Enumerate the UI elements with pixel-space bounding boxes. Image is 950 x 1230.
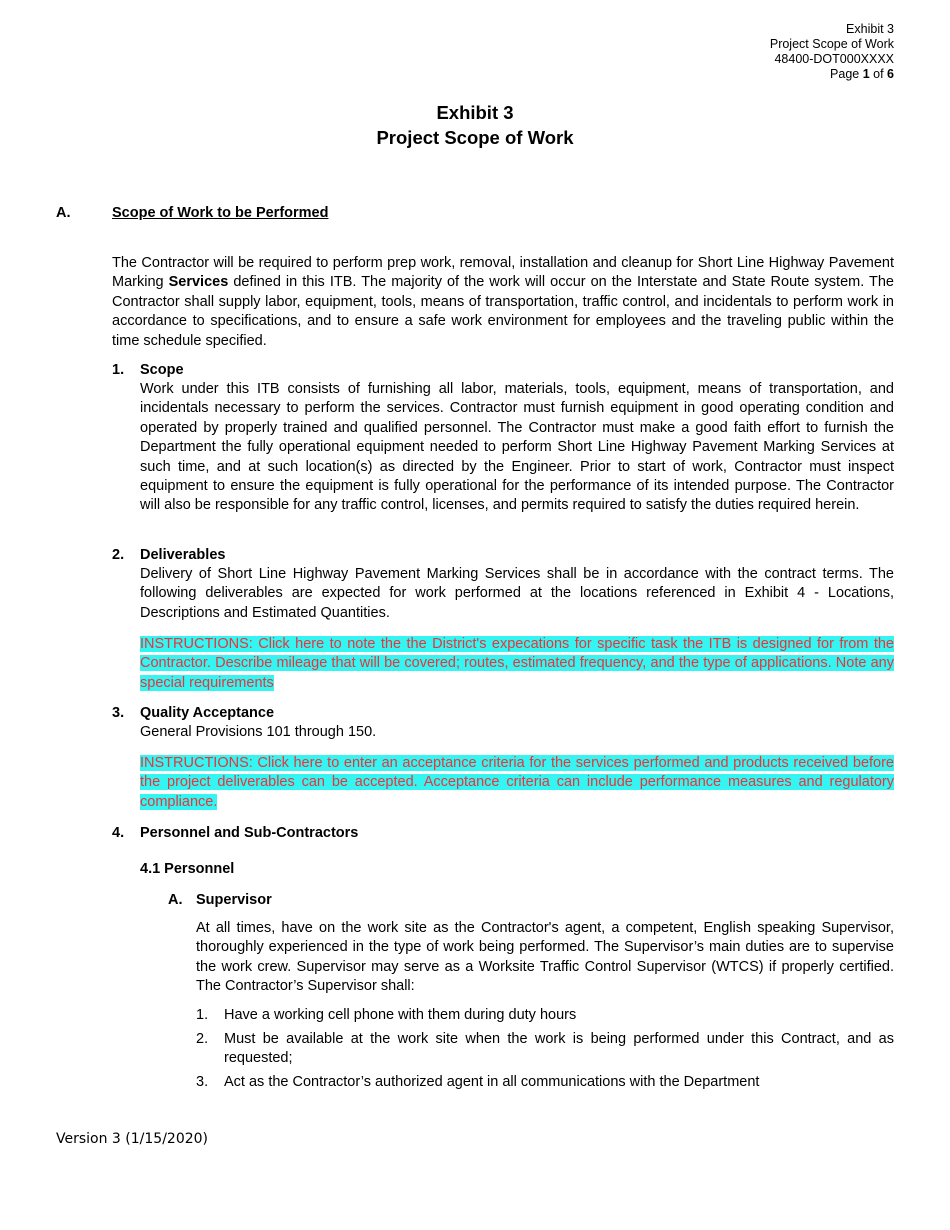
supervisor-body: At all times, have on the work site as the Contractor's agent, a competent, English speaking Supervisor, thoroughly experienced in the type of work being performed. The Supervisor’s main duties are to supervise the work crew. Supervisor may serve as a Worksite Traffic Control Supervisor (WTCS) if properly certified. The Contractor’s Supervisor shall: bbox=[196, 920, 894, 995]
list-item-number: 1. bbox=[196, 1007, 209, 1023]
item-deliverables-title: Deliverables bbox=[140, 547, 226, 563]
section-a-intro: The Contractor will be required to perform prep work, removal, installation and cleanup for Short Line Highway Pavement Marking Services defined in this ITB. The majority of the work will occur on the Interstate and State Route system. The Contractor shall supply labor, equipment, tools, means of transportation, traffic control, and incidentals to perform work in accordance to specifications, and to ensure a safe work environment for employees and the traveling public within the time schedule specified. bbox=[112, 255, 894, 349]
document-subtitle: Project Scope of Work bbox=[376, 127, 574, 148]
header-exhibit: Exhibit 3 bbox=[846, 22, 894, 36]
header-title: Project Scope of Work bbox=[769, 37, 894, 51]
section-a-title: Scope of Work to be Performed bbox=[112, 205, 329, 221]
list-item: Must be available at the work site when the work is being performed under this Contract, and as requested; bbox=[224, 1031, 894, 1067]
list-item-number: 3. bbox=[196, 1074, 209, 1090]
footer-version: Version 3 (1/15/2020) bbox=[56, 1131, 208, 1147]
item-scope-body: Work under this ITB consists of furnishing all labor, materials, tools, equipment, means of transportation, and incidentals necessary to perform the services. Contractor must furnish equipment in good operating condition and operated by properly trained and qualified personnel. The Contractor must make a good faith effort to furnish the Department the fully operational equipment needed to perform Short Line Highway Pavement Marking Services at such time, and at such location(s) as directed by the Engineer. Prior to start of work, Contractor must inspect equipment to ensure the equipment is fully operational for the performance of its intended purpose. The Contractor will also be responsible for any traffic control, licenses, and permits required to satisfy the duties required herein. bbox=[140, 381, 894, 514]
section-a-letter: A. bbox=[56, 205, 71, 221]
subsection-personnel-title: 4.1 Personnel bbox=[140, 861, 235, 877]
item-deliverables-number: 2. bbox=[112, 547, 125, 563]
deliverables-instructions[interactable]: INSTRUCTIONS: Click here to note the the District's expecations for specific task the ITB is designed for from the Contractor. Describe mileage that will be covered; routes, estimated frequency, and the type of applications. Note any special requirements bbox=[140, 636, 894, 691]
list-item: Have a working cell phone with them during duty hours bbox=[224, 1007, 577, 1023]
quality-instructions[interactable]: INSTRUCTIONS: Click here to enter an acceptance criteria for the services performed and products received before the project deliverables can be accepted. Acceptance criteria can include performance measures and regulatory compliance. bbox=[140, 755, 894, 810]
header-page-number: Page 1 of 6 bbox=[830, 67, 894, 81]
list-item-number: 2. bbox=[196, 1031, 209, 1047]
page-header bbox=[770, 22, 894, 82]
item-quality-number: 3. bbox=[112, 705, 125, 721]
supervisor-title: Supervisor bbox=[196, 892, 272, 908]
item-personnel-number: 4. bbox=[112, 825, 125, 841]
header-contract-number: 48400-DOT000XXXX bbox=[774, 52, 894, 66]
document-title: Exhibit 3 bbox=[436, 102, 514, 123]
list-item: Act as the Contractor’s authorized agent in all communications with the Department bbox=[224, 1074, 760, 1090]
supervisor-letter: A. bbox=[168, 892, 183, 908]
item-quality-body: General Provisions 101 through 150. bbox=[140, 724, 377, 740]
item-scope-number: 1. bbox=[112, 362, 125, 378]
item-personnel-title: Personnel and Sub-Contractors bbox=[140, 825, 359, 841]
item-deliverables-body: Delivery of Short Line Highway Pavement Marking Services shall be in accordance with the contract terms. The following deliverables are expected for work performed at the locations referenced in Exhibit 4 - Locations, Descriptions and Estimated Quantities. bbox=[140, 566, 894, 621]
item-scope-title: Scope bbox=[140, 362, 184, 378]
item-quality-title: Quality Acceptance bbox=[140, 705, 275, 721]
